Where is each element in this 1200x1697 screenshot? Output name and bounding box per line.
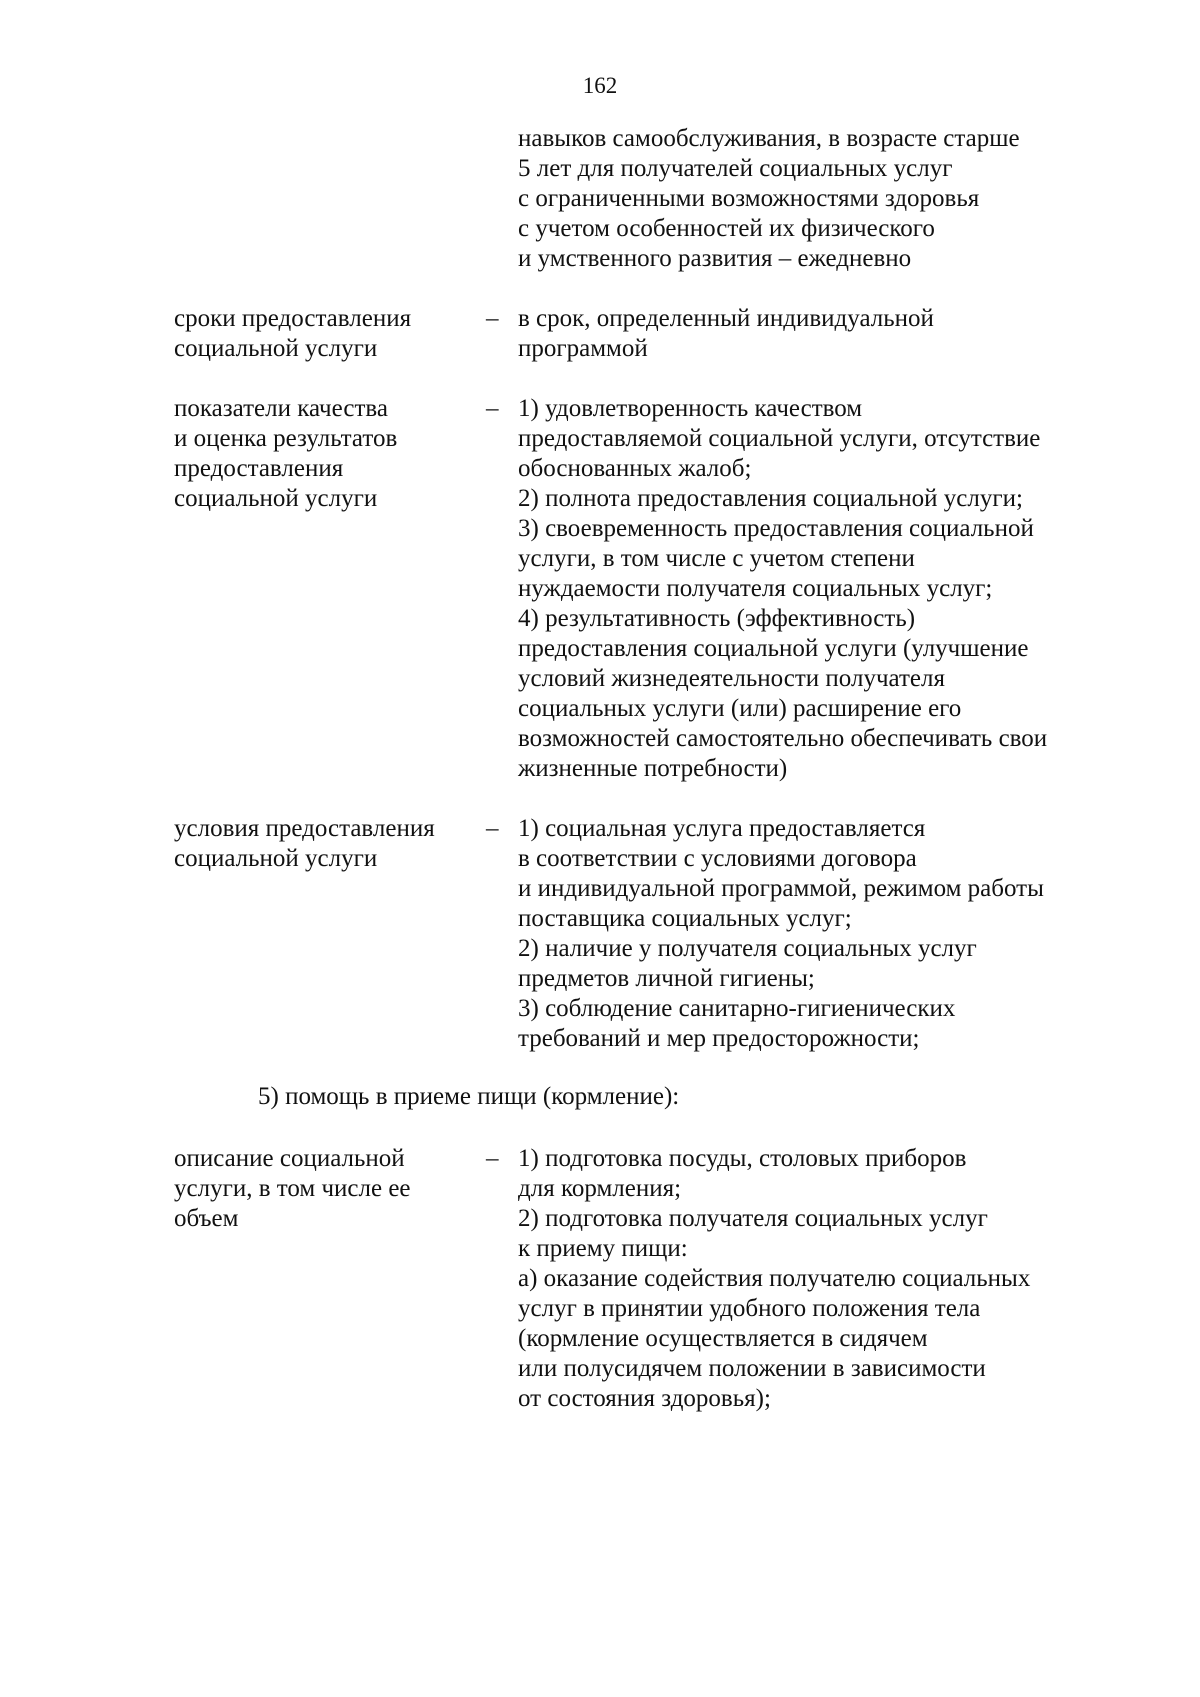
value-line: поставщика социальных услуг;: [518, 905, 852, 932]
value-line: 1) удовлетворенность качеством: [518, 395, 863, 422]
dash-separator: –: [486, 395, 499, 422]
page-number: 162: [582, 73, 618, 98]
value-line: услуги, в том числе с учетом степени: [518, 545, 915, 572]
row-value: [518, 1144, 1158, 1414]
label-line: предоставления: [174, 455, 344, 482]
value-line: программой: [518, 335, 648, 362]
value-line: 1) социальная услуга предоставляется: [518, 815, 926, 842]
value-line: 1) подготовка посуды, столовых приборов: [518, 1145, 967, 1172]
label-line: услуги, в том числе ее: [174, 1175, 411, 1202]
value-line: условий жизнедеятельности получателя: [518, 665, 945, 692]
dash-separator: –: [486, 1145, 499, 1172]
row-label: [174, 304, 474, 364]
value-line: а) оказание содействия получателю социальных: [518, 1265, 1031, 1292]
value-line: и индивидуальной программой, режимом работы: [518, 875, 1044, 902]
text-line: с учетом особенностей их физического: [518, 215, 935, 242]
text-line: навыков самообслуживания, в возрасте старше: [518, 125, 1020, 152]
value-line: 3) своевременность предоставления социальной: [518, 515, 1034, 542]
label-line: сроки предоставления: [174, 305, 412, 332]
value-line: жизненные потребности): [518, 755, 788, 782]
row-label: [174, 394, 474, 514]
row-label: [174, 1144, 474, 1234]
row-value: [518, 394, 1158, 784]
value-line: от состояния здоровья);: [518, 1385, 771, 1412]
value-line: предметов личной гигиены;: [518, 965, 815, 992]
value-line: обоснованных жалоб;: [518, 455, 752, 482]
row-value: [518, 304, 1158, 364]
row-label: [174, 814, 474, 874]
value-line: к приему пищи:: [518, 1235, 688, 1262]
label-line: социальной услуги: [174, 845, 378, 872]
value-line: 4) результативность (эффективность): [518, 605, 916, 632]
text-line: и умственного развития – ежедневно: [518, 245, 912, 272]
value-line: предоставляемой социальной услуги, отсутствие: [518, 425, 1041, 452]
label-line: объем: [174, 1205, 239, 1232]
value-line: в соответствии с условиями договора: [518, 845, 917, 872]
label-line: описание социальной: [174, 1145, 405, 1172]
value-line: (кормление осуществляется в сидячем: [518, 1325, 928, 1352]
value-line: или полусидячем положении в зависимости: [518, 1355, 986, 1382]
continuation-text: [518, 124, 1158, 274]
value-line: 3) соблюдение санитарно-гигиенических: [518, 995, 956, 1022]
value-line: 2) полнота предоставления социальной услуги;: [518, 485, 1023, 512]
dash-separator: –: [486, 815, 499, 842]
value-line: для кормления;: [518, 1175, 682, 1202]
value-line: возможностей самостоятельно обеспечивать свои: [518, 725, 1048, 752]
dash-separator: –: [486, 305, 499, 332]
section-subheading: 5) помощь в приеме пищи (кормление):: [258, 1083, 680, 1110]
text-line: с ограниченными возможностями здоровья: [518, 185, 980, 212]
label-line: показатели качества: [174, 395, 388, 422]
label-line: социальной услуги: [174, 335, 378, 362]
value-line: услуг в принятии удобного положения тела: [518, 1295, 981, 1322]
text-line: 5 лет для получателей социальных услуг: [518, 155, 953, 182]
value-line: нуждаемости получателя социальных услуг;: [518, 575, 993, 602]
row-value: [518, 814, 1158, 1054]
label-line: социальной услуги: [174, 485, 378, 512]
value-line: 2) подготовка получателя социальных услуг: [518, 1205, 988, 1232]
value-line: 2) наличие у получателя социальных услуг: [518, 935, 977, 962]
value-line: требований и мер предосторожности;: [518, 1025, 920, 1052]
value-line: предоставления социальной услуги (улучшение: [518, 635, 1029, 662]
value-line: социальных услуги (или) расширение его: [518, 695, 962, 722]
value-line: в срок, определенный индивидуальной: [518, 305, 934, 332]
label-line: и оценка результатов: [174, 425, 398, 452]
label-line: условия предоставления: [174, 815, 435, 842]
